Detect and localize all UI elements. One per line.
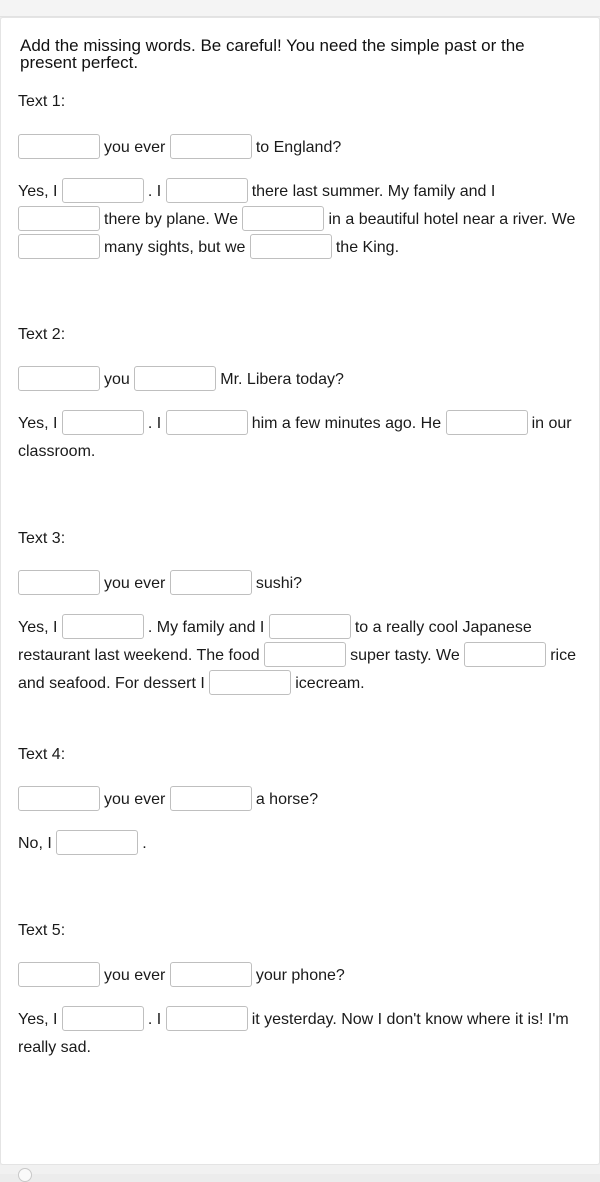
text-3-gap-3[interactable] xyxy=(62,614,144,639)
text-2-a-part2: him a few minutes ago. He xyxy=(251,415,442,432)
text-1-answer xyxy=(18,178,584,262)
text-3-gap-6[interactable] xyxy=(464,642,546,667)
text-4-a-part1: . xyxy=(142,835,147,852)
text-3-q-part1: you ever xyxy=(104,575,166,592)
text-1-gap-5[interactable] xyxy=(18,206,100,231)
text-3-gap-4[interactable] xyxy=(269,614,351,639)
text-3-a-part1: . My family and I xyxy=(147,619,265,636)
text-1-heading: Text 1: xyxy=(18,93,66,110)
text-4-question xyxy=(18,786,584,814)
text-4-answer xyxy=(18,830,584,858)
text-2-gap-2[interactable] xyxy=(134,366,216,391)
text-2-a-part3: in our classroom. xyxy=(18,415,572,460)
text-3-heading: Text 3: xyxy=(18,530,66,547)
text-3-a-part4: rice and seafood. For dessert I xyxy=(18,647,576,692)
text-2-heading: Text 2: xyxy=(18,326,66,343)
text-5-a-part1: . I xyxy=(147,1011,162,1028)
text-2-a-part0: Yes, I xyxy=(18,415,58,432)
bottom-strip xyxy=(0,1165,600,1174)
text-2-a-part1: . I xyxy=(147,415,162,432)
text-1-gap-2[interactable] xyxy=(170,134,252,159)
text-1-q-part1: you ever xyxy=(104,139,166,156)
text-1-q-part2: to England? xyxy=(255,139,342,156)
text-5-gap-3[interactable] xyxy=(62,1006,144,1031)
text-1-a-part0: Yes, I xyxy=(18,183,58,200)
text-3-a-part5: icecream. xyxy=(295,675,365,692)
text-2-gap-1[interactable] xyxy=(18,366,100,391)
text-5-heading: Text 5: xyxy=(18,922,66,939)
text-2-question xyxy=(18,366,584,394)
text-1-a-part3: there by plane. We xyxy=(104,211,239,228)
exercise-card xyxy=(0,17,600,1165)
text-4-heading: Text 4: xyxy=(18,746,66,763)
text-3-answer xyxy=(18,614,584,698)
text-1-gap-3[interactable] xyxy=(62,178,144,203)
text-4-q-part2: a horse? xyxy=(255,791,319,808)
text-2-q-part2: Mr. Libera today? xyxy=(220,371,344,388)
text-1-a-part2: there last summer. My family and I xyxy=(251,183,496,200)
text-5-gap-4[interactable] xyxy=(166,1006,248,1031)
text-3-a-part3: super tasty. We xyxy=(350,647,460,664)
text-3-a-part0: Yes, I xyxy=(18,619,58,636)
text-1-question xyxy=(18,134,584,162)
text-4-a-part0: No, I xyxy=(18,835,52,852)
text-3-q-part2: sushi? xyxy=(255,575,303,592)
text-3-gap-7[interactable] xyxy=(209,670,291,695)
text-2-answer xyxy=(18,410,584,466)
text-5-question xyxy=(18,962,584,990)
text-2-gap-4[interactable] xyxy=(166,410,248,435)
text-5-a-part2: it yesterday. Now I don't know where it is! I'm really sad. xyxy=(18,1011,569,1056)
text-1-a-part1: . I xyxy=(147,183,162,200)
text-2-gap-5[interactable] xyxy=(446,410,528,435)
text-5-q-part1: you ever xyxy=(104,967,166,984)
text-5-answer xyxy=(18,1006,584,1062)
text-1-gap-7[interactable] xyxy=(18,234,100,259)
text-5-gap-2[interactable] xyxy=(170,962,252,987)
text-4-gap-1[interactable] xyxy=(18,786,100,811)
text-4-q-part1: you ever xyxy=(104,791,166,808)
text-3-gap-1[interactable] xyxy=(18,570,100,595)
text-1-a-part5: many sights, but we xyxy=(104,239,246,256)
text-1-gap-4[interactable] xyxy=(166,178,248,203)
text-2-q-part1: you xyxy=(104,371,130,388)
text-2-gap-3[interactable] xyxy=(62,410,144,435)
text-3-a-part2: to a really cool Japanese restaurant last weekend. The food xyxy=(18,619,532,664)
top-strip xyxy=(0,0,600,17)
text-5-gap-1[interactable] xyxy=(18,962,100,987)
text-3-gap-5[interactable] xyxy=(264,642,346,667)
scroll-indicator-icon xyxy=(18,1168,32,1182)
text-3-question xyxy=(18,570,584,598)
text-5-a-part0: Yes, I xyxy=(18,1011,58,1028)
text-3-gap-2[interactable] xyxy=(170,570,252,595)
text-1-gap-6[interactable] xyxy=(242,206,324,231)
text-1-gap-1[interactable] xyxy=(18,134,100,159)
text-4-gap-2[interactable] xyxy=(170,786,252,811)
text-1-a-part4: in a beautiful hotel near a river. We xyxy=(328,211,576,228)
text-1-gap-8[interactable] xyxy=(250,234,332,259)
text-1-a-part6: the King. xyxy=(335,239,400,256)
text-5-q-part2: your phone? xyxy=(255,967,345,984)
instructions: Add the missing words. Be careful! You need the simple past or the present perfect. xyxy=(20,36,525,72)
text-4-gap-3[interactable] xyxy=(56,830,138,855)
